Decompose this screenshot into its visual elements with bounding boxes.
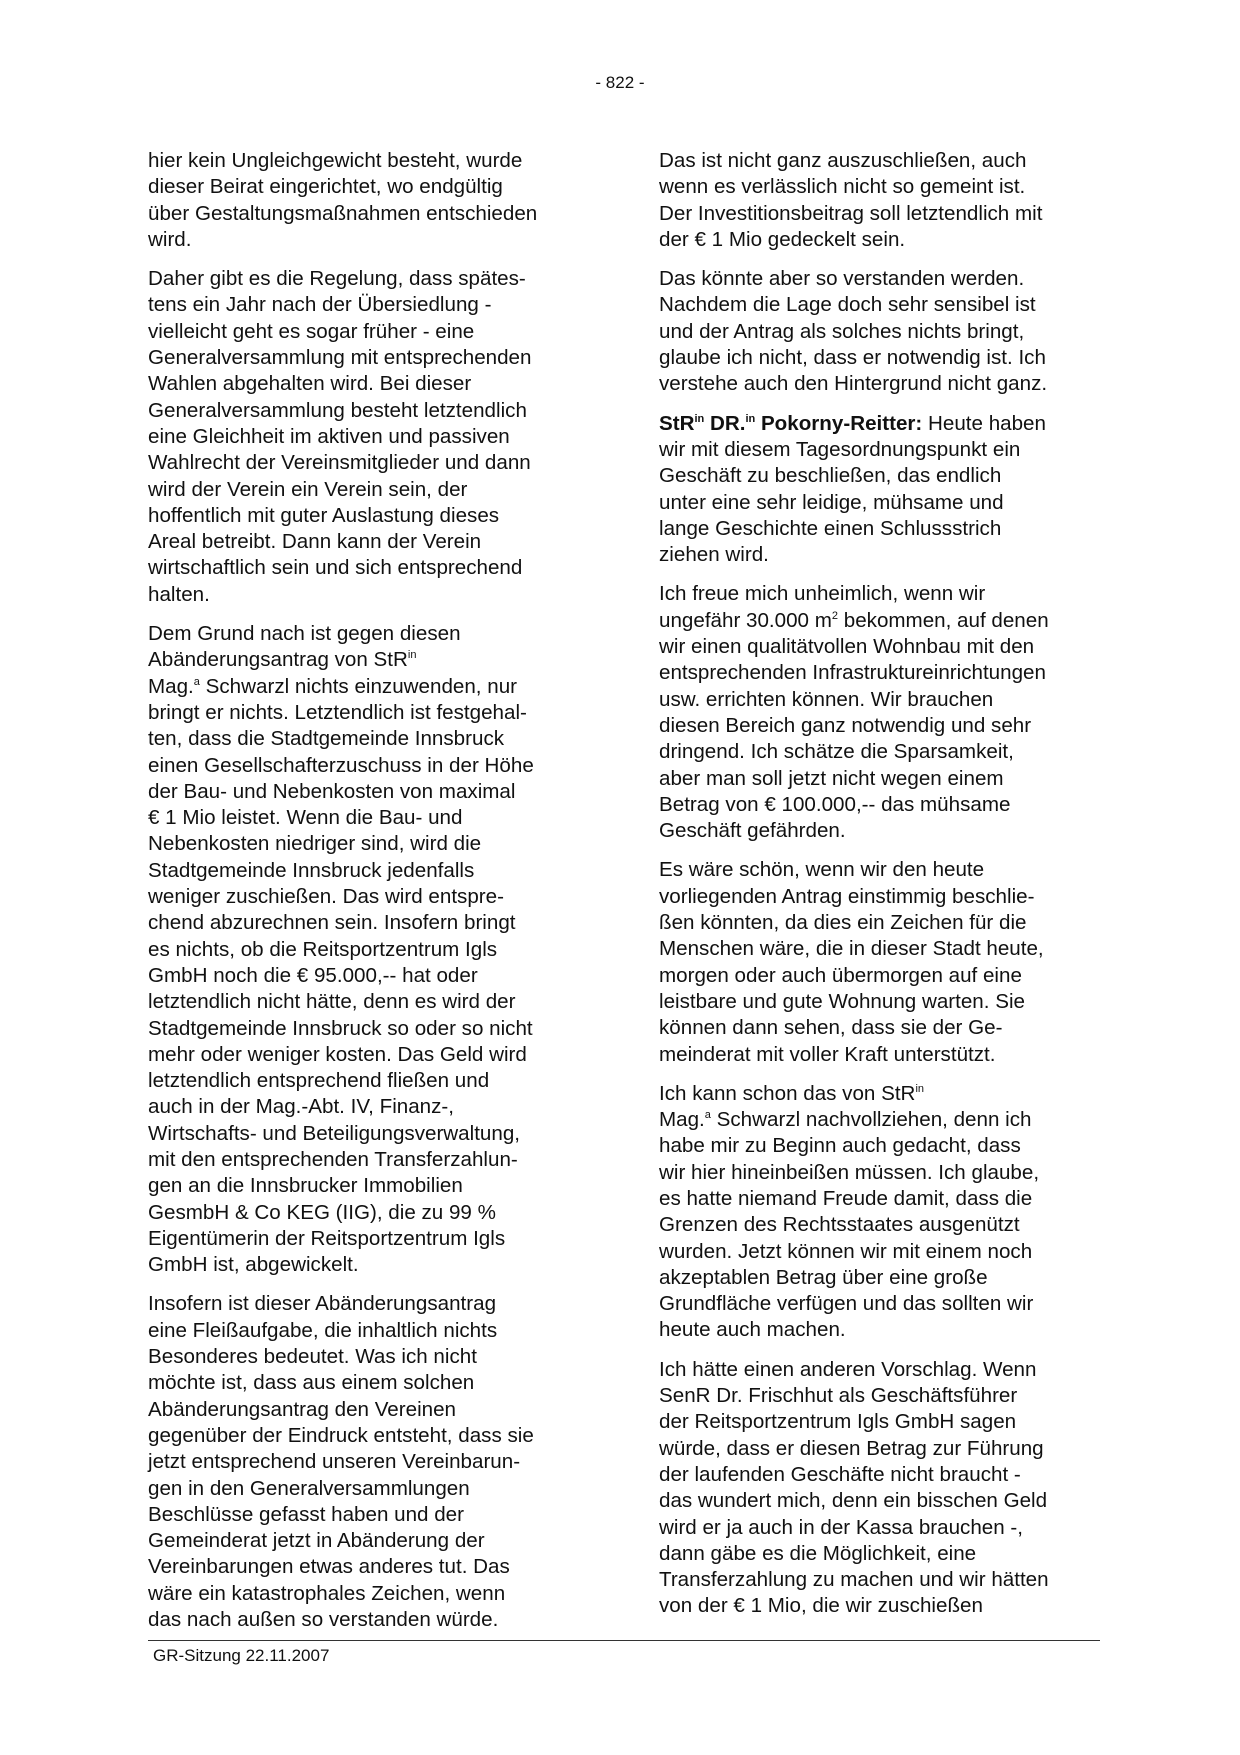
- speaker-name: [659, 412, 922, 435]
- paragraph-text: Schwarzl: [199, 674, 295, 698]
- superscript: in: [694, 412, 705, 425]
- paragraph-text: Schwarzl nachvollziehen, denn ich habe mir zu Beginn auch gedacht, dass wir hier hineinbeißen müssen. Ich glaube, es hatte niemand Freude damit, dass die Grenzen des Rechtsstaates ausgenützt wurden. Jetzt können wir mit einem noch akzeptablen Betrag über eine große Grundfläche verfügen und das sollten wir heute auch machen.: [659, 1108, 1040, 1342]
- paragraph: Das ist nicht ganz auszuschließen, auch wenn es verlässlich nicht so gemeint ist. Der Investitionsbeitrag soll letztendlich mit der € 1 Mio gedeckelt sein.: [659, 149, 1043, 251]
- superscript: a: [193, 675, 200, 688]
- paragraph: Das könnte aber so verstanden werden. Nachdem die Lage doch sehr sensibel ist und der Antrag als solches nichts bringt, glaube ich nicht, dass er notwendig ist. Ich verstehe auch den Hintergrund nicht ganz.: [659, 267, 1048, 396]
- paragraph-text: nichts einzuwenden, nur bringt er nichts. Letztendlich ist festgehal- ten, dass die Stadtgemeinde Innsbruck einen Gesellschafterzuschuss in der Höhe der Bau- und Nebenkosten von maximal € 1 Mio leistet. Wenn die Bau- und Nebenkosten niedriger sind, wird die Stadtgemeinde Innsbruck jedenfalls weniger zuschießen. Das wird entspre- chend abzurechnen sein. Insofern bringt es nichts, ob die Reitsportzentrum Igls GmbH noch die € 95.000,-- hat oder letztendlich nicht hätte, denn es wird der Stadtgemeinde Innsbruck so oder so nicht mehr oder weniger kosten. Das Geld wird letztendlich entsprechend fließen und auch in der Mag.-Abt. IV, Finanz-, Wirtschafts- und Beteiligungsverwaltung, mit den entsprechenden Transferzahlun- gen an die Innsbrucker Immobilien GesmbH & Co KEG (IIG), die zu 99 % Eigentümerin der Reitsportzentrum Igls GmbH ist, abgewickelt.: [148, 674, 534, 1277]
- paragraph: Insofern ist dieser Abänderungsantrag eine Fleißaufgabe, die inhaltlich nichts Besonderes bedeutet. Was ich nicht möchte ist, dass aus einem solchen Abänderungsantrag den Vereinen gegenüber der Eindruck entsteht, dass sie jetzt entsprechend unseren Vereinbarun- gen in den Generalversammlungen Beschlüsse gefasst haben und der Gemeinderat jetzt in Abänderung der Vereinbarungen etwas anderes tut. Das wäre ein katastrophales Zeichen, wenn das nach außen so verstanden würde.: [148, 1292, 534, 1632]
- footer-session-date: GR-Sitzung 22.11.2007: [153, 1646, 330, 1665]
- paragraph-text: Mag.: [148, 674, 194, 698]
- right-column: [659, 148, 1099, 1633]
- superscript: in: [915, 1082, 924, 1095]
- paragraph-text: Mag.: [659, 1108, 705, 1132]
- superscript: 2: [831, 609, 839, 622]
- paragraph: Es wäre schön, wenn wir den heute vorliegenden Antrag einstimmig beschlie- ßen könnten, da dies ein Zeichen für die Menschen wäre, die in dieser Stadt heute, morgen oder auch übermorgen auf eine leistbare und gute Wohnung warten. Sie können dann sehen, dass sie der Ge- meinderat mit voller Kraft unterstützt.: [659, 858, 1044, 1066]
- superscript: a: [704, 1109, 711, 1122]
- paragraph-text: Ich kann schon das von StR: [659, 1081, 916, 1105]
- page-number: - 822 -: [595, 73, 645, 92]
- speaker-surname: Pokorny-Reitter:: [755, 411, 923, 435]
- paragraph: [148, 621, 590, 1278]
- superscript: in: [407, 649, 417, 662]
- paragraph: [659, 581, 1099, 844]
- footer-divider: [148, 1640, 1100, 1641]
- paragraph-text: Dem Grund nach ist gegen diesen Abänderungsantrag von StR: [148, 622, 461, 672]
- left-column: [148, 148, 590, 1646]
- speaker-degree: DR.: [704, 411, 746, 435]
- paragraph: Ich hätte einen anderen Vorschlag. Wenn SenR Dr. Frischhut als Geschäftsführer der Reitsportzentrum Igls GmbH sagen würde, dass er diesen Betrag zur Führung der laufenden Geschäfte nicht braucht - das wundert mich, denn ein bisschen Geld wird er ja auch in der Kassa brauchen -, dann gäbe es die Möglichkeit, eine Transferzahlung zu machen und wir hätten von der € 1 Mio, die wir zuschießen: [659, 1357, 1049, 1618]
- paragraph: Daher gibt es die Regelung, dass spätes- tens ein Jahr nach der Übersiedlung - vielleicht geht es sogar früher - eine Generalversammlung mit entsprechenden Wahlen abgehalten wird. Bei dieser Generalversammlung besteht letztendlich eine Gleichheit im aktiven und passiven Wahlrecht der Vereinsmitglieder und dann wird der Verein ein Verein sein, der hoffentlich mit guter Auslastung dieses Areal betreibt. Dann kann der Verein wirtschaftlich sein und sich entsprechend halten.: [148, 267, 532, 606]
- paragraph: hier kein Ungleichgewicht besteht, wurde dieser Beirat eingerichtet, wo endgültig über Gestaltungsmaßnahmen entschieden wird.: [148, 149, 538, 251]
- speaker-title: StR: [659, 411, 695, 435]
- superscript: in: [745, 412, 756, 425]
- paragraph-text: Heute haben wir mit diesem Tagesordnungspunkt ein Geschäft zu beschließen, das endlich unter eine sehr leidige, mühsame und lange Geschichte einen Schlussstrich ziehen wird.: [659, 411, 1046, 567]
- speaker-paragraph: [659, 411, 1099, 569]
- paragraph-text: bekommen, auf denen wir einen qualitätvollen Wohnbau mit den entsprechenden Infrastruktureinrichtungen usw. errichten können. Wir brauchen diesen Bereich ganz notwendig und sehr dringend. Ich schätze die Sparsamkeit, aber man soll jetzt nicht wegen einem Betrag von € 100.000,-- das mühsame Geschäft gefährden.: [659, 608, 1049, 843]
- paragraph: [659, 1081, 1099, 1344]
- paragraph-text: Ich freue mich unheimlich, wenn wir ungefähr 30.000 m: [659, 582, 986, 632]
